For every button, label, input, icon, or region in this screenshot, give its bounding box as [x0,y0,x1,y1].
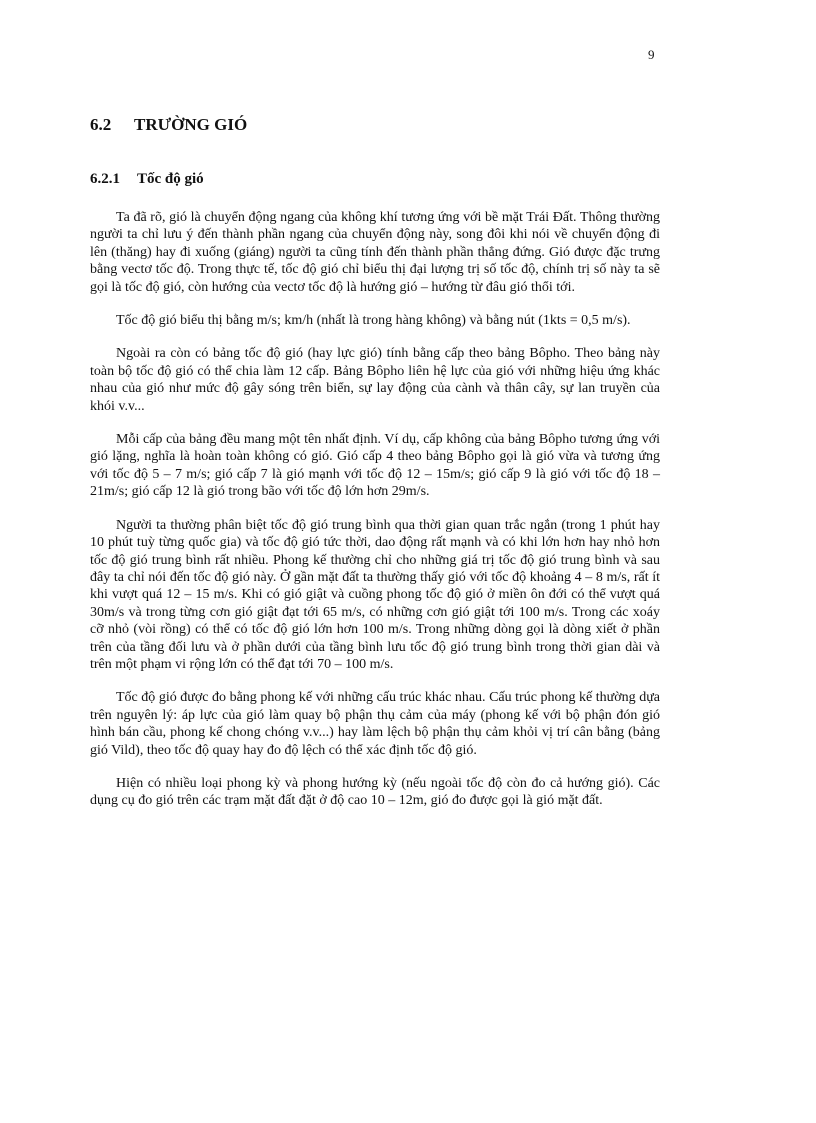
subsection-heading [90,171,204,188]
paragraph: Tốc độ gió biểu thị bằng m/s; km/h (nhất là trong hàng không) và bằng nút (1kts = 0,5 m/s). [116,313,631,329]
paragraph: Mỗi cấp của bảng đều mang một tên nhất định. Ví dụ, cấp không của bảng Bôpho tương ứng với gió lặng, nghĩa là hoàn toàn không có gió. Gió cấp 4 theo bảng Bôpho gọi là gió vừa và tương ứng với tốc độ 5 – 7 m/s; gió cấp 7 là gió mạnh với tốc độ 12 – 15m/s; gió cấp 9 là gió với tốc độ 18 – 21m/s; gió cấp 12 là gió trong bão với tốc độ lớn hơn 29m/s. [90,432,660,500]
section-number: 6.2 [90,115,112,134]
body-text [90,209,660,826]
section-title: TRƯỜNG GIÓ [134,115,248,134]
paragraph: Ngoài ra còn có bảng tốc độ gió (hay lực gió) tính bằng cấp theo bảng Bôpho. Theo bảng này toàn bộ tốc độ gió có thể chia làm 12 cấp. Bảng Bôpho liên hệ lực của gió với những hiệu ứng khác nhau của gió như mức độ gây sóng trên biển, sự lay động của cành và thân cây, sự lan truyền của khói v.v... [90,346,660,414]
paragraph: Hiện có nhiều loại phong kỳ và phong hướng kỳ (nếu ngoài tốc độ còn đo cả hướng gió). Các dụng cụ đo gió trên các trạm mặt đất đặt ở độ cao 10 – 12m, gió đo được gọi là gió mặt đất. [90,775,660,809]
paragraph: Người ta thường phân biệt tốc độ gió trung bình qua thời gian quan trắc ngắn (trong 1 phút hay 10 phút tuỳ từng quốc gia) và tốc độ gió tức thời, dao động rất mạnh và có khi lớn hơn hay nhỏ hơn tốc độ gió trung bình rất nhiều. Phong kế thường chỉ cho những giá trị tốc độ gió trung bình và sau đây ta chỉ nói đến tốc độ gió này. Ở gần mặt đất ta thường thấy gió với tốc độ khoảng 4 – 8 m/s, rất ít khi vượt quá 12 – 15 m/s. Khi có gió giật và cuồng phong tốc độ gió ở miền ôn đới có thể vượt quá 30m/s và trong từng cơn gió giật đạt tới 65 m/s, có những cơn gió giật tới 100 m/s. Trong các xoáy cỡ nhỏ (vòi rồng) có thể có tốc độ gió lớn hơn 100 m/s. Trong những dòng gọi là dòng xiết ở phần trên của tầng đối lưu và ở phần dưới của tầng bình lưu tốc độ gió trung bình trong thời gian dài và trên một phạm vi rộng lớn có thể đạt tới 70 – 100 m/s. [90,517,660,672]
section-heading [90,115,247,135]
subsection-number: 6.2.1 [90,171,120,187]
paragraph: Tốc độ gió được đo bằng phong kế với những cấu trúc khác nhau. Cấu trúc phong kế thường dựa trên nguyên lý: áp lực của gió làm quay bộ phận thụ cảm của máy (phong kế với bộ phận đón gió hình bán cầu, phong kế chong chóng v.v...) hay làm lệch bộ phận thụ cảm khỏi vị trí cân bằng (bảng gió Vild), theo tốc độ quay hay đo độ lệch có thể xác định tốc độ gió. [90,690,660,758]
subsection-title: Tốc độ gió [137,171,204,187]
paragraph: Ta đã rõ, gió là chuyển động ngang của không khí tương ứng với bề mặt Trái Đất. Thông thường người ta chỉ lưu ý đến thành phần ngang của chuyển động này, song đôi khi nói về chuyển động đi lên (thăng) hay đi xuống (giáng) người ta cũng tính đến thành phần thẳng đứng. Gió được đặc trưng bằng vectơ tốc độ. Trong thực tế, tốc độ gió chỉ biểu thị đại lượng trị số tốc độ, chính trị số này ta sẽ gọi là tốc độ gió, còn hướng của vectơ tốc độ là hướng gió – hướng từ đâu gió thổi tới. [90,210,660,295]
page-number: 9 [648,47,655,62]
